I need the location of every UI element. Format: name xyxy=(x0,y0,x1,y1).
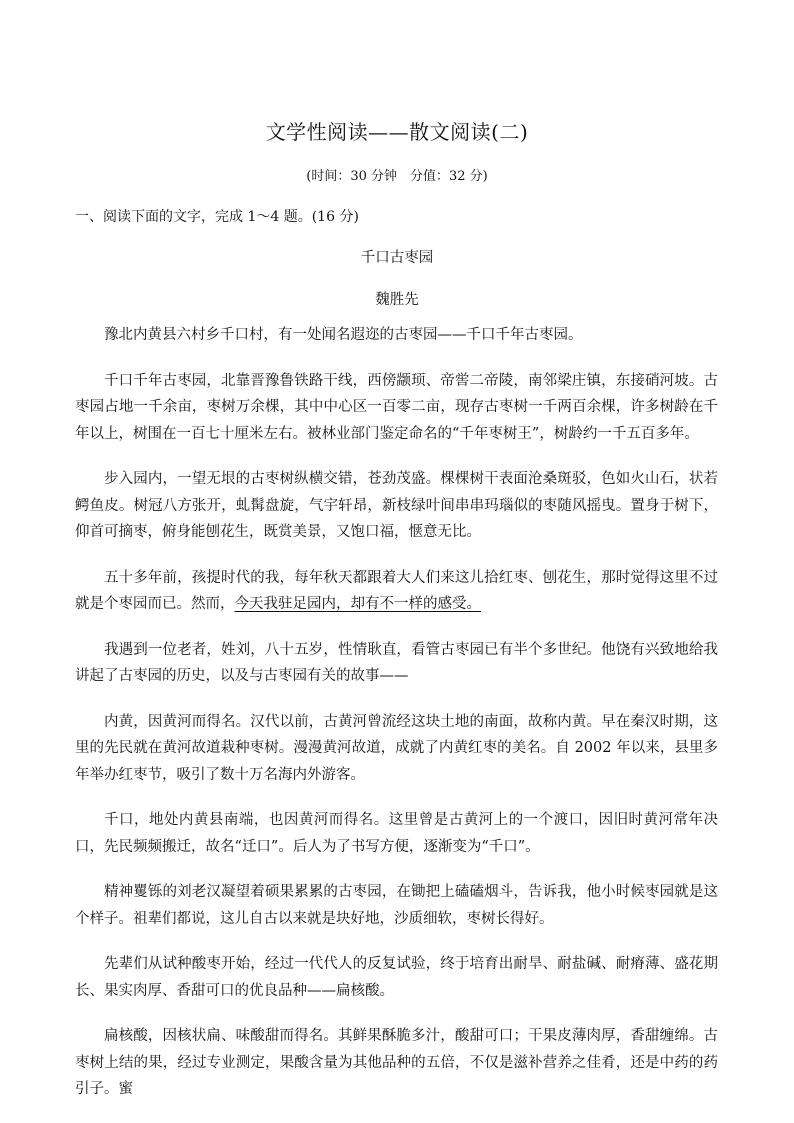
passage-title: 千口古枣园 xyxy=(360,250,434,266)
underlined-sentence: 今天我驻足园内，却有不一样的感受。 xyxy=(234,596,481,612)
paragraph-10: 扁核酸，因核状扁、味酸甜而得名。其鲜果酥脆多汁，酸甜可口；干果皮薄肉厚，香甜缠绵。古枣树上结的果，经过专业测定，果酸含量为其他品种的五倍，不仅是滋补营养之佳肴，还是中药的药引子。蜜 xyxy=(75,1028,718,1097)
passage-body xyxy=(75,322,718,1122)
paragraph-3: 步入园内，一望无垠的古枣树纵横交错，苍劲茂盛。棵棵树干表面沧桑斑驳，色如火山石，状若鳄鱼皮。树冠八方张开，虬髯盘旋，气宇轩昂，新枝绿叶间串串玛瑙似的枣随风摇曳。置身于树下，仰首可摘枣，俯身能刨花生，既赏美景，又饱口福，惬意无比。 xyxy=(75,471,718,540)
paragraph-5: 我遇到一位老者，姓刘，八十五岁，性情耿直，看管古枣园已有半个多世纪。他饶有兴致地给我讲起了古枣园的历史，以及与古枣园有关的故事—— xyxy=(75,641,718,684)
paragraph-8: 精神矍铄的刘老汉凝望着硕果累累的古枣园，在锄把上磕磕烟斗，告诉我，他小时候枣园就是这个样子。祖辈们都说，这儿自古以来就是块好地，沙质细软，枣树长得好。 xyxy=(75,884,718,927)
paragraph-9: 先辈们从试种酸枣开始，经过一代代人的反复试验，终于培育出耐旱、耐盐碱、耐瘠薄、盛花期长、果实肉厚、香甜可口的优良品种——扁核酸。 xyxy=(75,956,718,999)
paragraph-6: 内黄，因黄河而得名。汉代以前，古黄河曾流经这块土地的南面，故称内黄。早在秦汉时期，这里的先民就在黄河故道栽种枣树。漫漫黄河故道，成就了内黄红枣的美名。自 2002 年以来，县里多年举办红枣节，吸引了数十万名海内外游客。 xyxy=(75,713,718,783)
time-score-info: (时间：30 分钟 分值：32 分) xyxy=(306,169,488,184)
paragraph-2: 千口千年古枣园，北靠晋豫鲁铁路干线，西傍颛顼、帝喾二帝陵，南邻梁庄镇，东接硝河坡。古枣园占地一千余亩，枣树万余棵，其中中心区一百零二亩，现存古枣树一千两百余棵，许多树龄在千年以上，树围在一百七十厘米左右。被林业部门鉴定命名的“千年枣树王”，树龄约一千五百多年。 xyxy=(75,372,718,442)
paragraph-4 xyxy=(75,565,718,618)
paragraph-4-text: 五十多年前，孩提时代的我，每年秋天都跟着大人们来这儿拾红枣、刨花生，那时觉得这里不过就是个枣园而已。然而， xyxy=(75,569,718,612)
paragraph-7: 千口，地处内黄县南端，也因黄河而得名。这里曾是古黄河上的一个渡口，因旧时黄河常年决口，先民频频搬迁，故名“迁口”。后人为了书写方便，逐渐变为“千口”。 xyxy=(75,812,718,855)
passage-author: 魏胜先 xyxy=(375,292,419,308)
document-title: 文学性阅读——散文阅读(二) xyxy=(265,120,529,144)
paragraph-1: 豫北内黄县六村乡千口村，有一处闻名遐迩的古枣园——千口千年古枣园。 xyxy=(104,327,583,343)
question-instruction: 一、阅读下面的文字，完成 1～4 题。(16 分) xyxy=(75,209,359,225)
